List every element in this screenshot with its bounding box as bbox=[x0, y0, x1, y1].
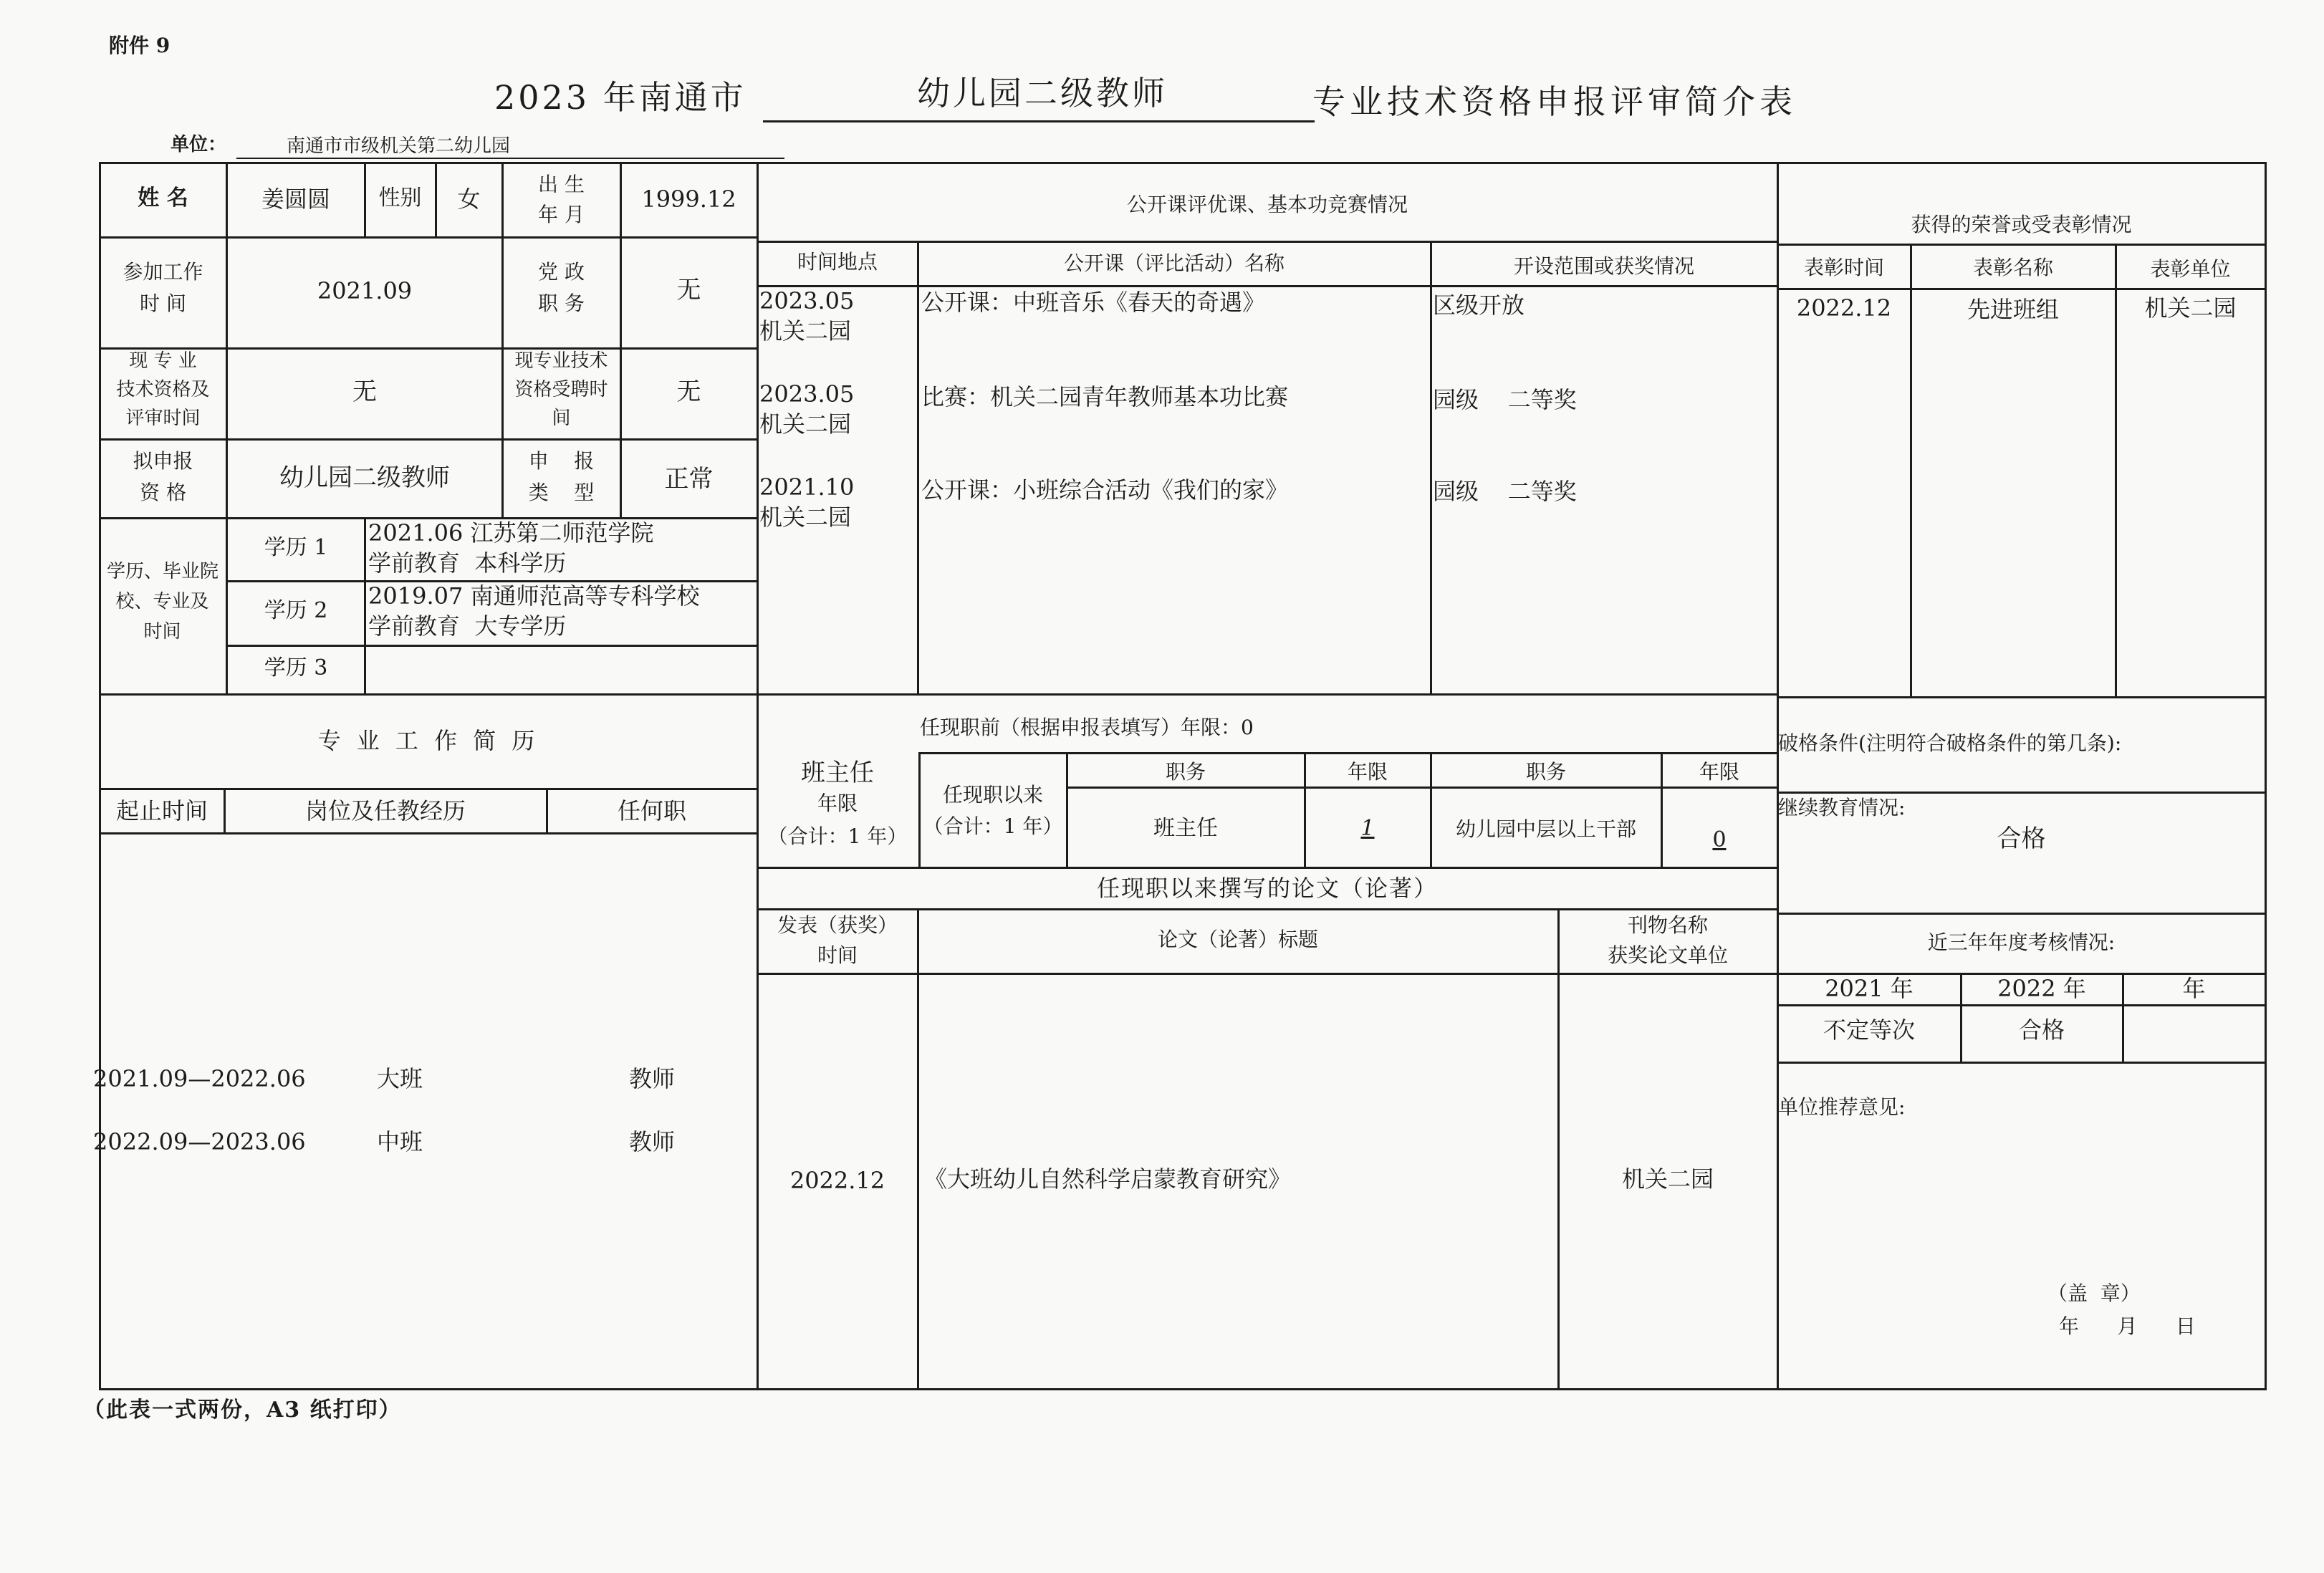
education-label-3: 时间 bbox=[143, 621, 181, 643]
work-start-label-1: 参加工作 bbox=[123, 260, 203, 284]
education-2-label: 学历 2 bbox=[264, 598, 328, 623]
assessment-result-2022: 合格 bbox=[2018, 1016, 2065, 1044]
work-history-row-2-role: 教师 bbox=[629, 1128, 676, 1155]
work-history-row-2-period: 2022.09—2023.06 bbox=[93, 1128, 306, 1155]
hired-value: 无 bbox=[676, 377, 701, 406]
footnote: （此表一式两份，A3 纸打印） bbox=[83, 1398, 402, 1423]
education-1-line1: 2021.06 江苏第二师范学院 bbox=[368, 519, 654, 547]
apply-type-label-1: 申 报 bbox=[528, 449, 595, 473]
work-history-row-1-role: 教师 bbox=[629, 1065, 676, 1092]
open-class-row-3-name: 公开课：小班综合活动《我们的家》 bbox=[921, 476, 1289, 504]
open-class-row-2-name: 比赛：机关二园青年教师基本功比赛 bbox=[921, 383, 1289, 410]
current-qual-value: 无 bbox=[352, 377, 377, 406]
open-class-row-2-time: 2023.05 bbox=[759, 380, 855, 408]
current-qual-label-2: 技术资格及 bbox=[116, 379, 210, 400]
honors-row-1-time: 2022.12 bbox=[1796, 294, 1892, 322]
papers-header-time-1: 发表（获奖） bbox=[777, 913, 898, 937]
papers-row-1-time: 2022.12 bbox=[789, 1167, 885, 1194]
unit-value: 南通市市级机关第二幼儿园 bbox=[287, 135, 511, 157]
apply-value: 幼儿园二级教师 bbox=[279, 463, 450, 492]
head-teacher-header-duty-2: 职务 bbox=[1525, 760, 1566, 784]
open-class-header-name: 公开课（评比活动）名称 bbox=[1063, 251, 1285, 275]
party-label-2: 职 务 bbox=[538, 292, 585, 315]
current-qual-label-1: 现 专 业 bbox=[129, 350, 197, 372]
work-start-label-2: 时 间 bbox=[140, 292, 186, 315]
work-history-header-post: 岗位及任教经历 bbox=[304, 797, 466, 824]
work-history-row-1-post: 大班 bbox=[377, 1065, 423, 1092]
name-label: 姓 名 bbox=[138, 186, 188, 211]
education-2-line1: 2019.07 南通师范高等专科学校 bbox=[368, 582, 700, 610]
head-teacher-header-duty-1: 职务 bbox=[1165, 760, 1206, 784]
recommendation-seal: （盖 章） bbox=[2047, 1281, 2141, 1305]
birth-label-1: 出 生 bbox=[538, 173, 585, 196]
open-class-row-1-name: 公开课：中班音乐《春天的奇遇》 bbox=[921, 289, 1266, 316]
honors-header-unit: 表彰单位 bbox=[2150, 257, 2231, 281]
education-1-label: 学历 1 bbox=[264, 535, 328, 560]
gender-value: 女 bbox=[457, 186, 481, 213]
apply-type-label-2: 类 型 bbox=[528, 481, 595, 504]
party-value: 无 bbox=[676, 276, 701, 304]
open-class-row-2-place: 机关二园 bbox=[759, 410, 852, 438]
head-teacher-label-1: 班主任 bbox=[801, 759, 874, 787]
hired-label-2: 资格受聘时 bbox=[514, 379, 608, 400]
hired-label-3: 间 bbox=[552, 408, 571, 429]
papers-row-1-publisher: 机关二园 bbox=[1621, 1165, 1714, 1193]
work-history-title: 专 业 工 作 简 历 bbox=[317, 727, 539, 754]
head-teacher-before: 任现职前（根据申报表填写）年限：0 bbox=[920, 716, 1254, 739]
open-class-row-2-result: 园级 二等奖 bbox=[1433, 386, 1577, 413]
education-2-line2: 学前教育 大专学历 bbox=[368, 612, 567, 640]
recommendation-date: 年 月 日 bbox=[2059, 1314, 2196, 1338]
title-prefix: 2023 年南通市 bbox=[494, 78, 746, 117]
apply-label-1: 拟申报 bbox=[133, 449, 193, 473]
education-3-label: 学历 3 bbox=[264, 655, 328, 680]
head-teacher-label-2: 年限 bbox=[817, 792, 858, 815]
party-label-1: 党 政 bbox=[538, 260, 585, 284]
recommendation-label: 单位推荐意见: bbox=[1778, 1095, 1906, 1119]
education-label-2: 校、专业及 bbox=[115, 591, 209, 612]
assessment-result-2021: 不定等次 bbox=[1823, 1016, 1915, 1044]
head-teacher-years-2: 0 bbox=[1712, 827, 1727, 852]
unit-label: 单位： bbox=[171, 134, 227, 155]
head-teacher-since-2: （合计：1 年） bbox=[923, 814, 1063, 838]
honors-title: 获得的荣誉或受表彰情况 bbox=[1911, 213, 2132, 236]
head-teacher-duty-1: 班主任 bbox=[1153, 816, 1218, 841]
papers-header-time-2: 时间 bbox=[817, 943, 858, 967]
head-teacher-duty-2: 幼儿园中层以上干部 bbox=[1455, 817, 1636, 841]
continuing-ed-value: 合格 bbox=[1997, 824, 2046, 853]
honors-row-1-name: 先进班组 bbox=[1967, 296, 2059, 323]
open-class-row-3-time: 2021.10 bbox=[759, 473, 855, 501]
papers-row-1-title: 《大班幼儿自然科学启蒙教育研究》 bbox=[924, 1165, 1292, 1193]
open-class-row-1-place: 机关二园 bbox=[759, 317, 852, 345]
name-value: 姜圆圆 bbox=[261, 186, 330, 213]
papers-header-pub-1: 刊物名称 bbox=[1627, 913, 1708, 937]
head-teacher-label-3: （合计：1 年） bbox=[767, 824, 908, 848]
gender-label: 性别 bbox=[378, 186, 422, 211]
education-1-line2: 学前教育 本科学历 bbox=[368, 549, 567, 577]
head-teacher-years-1: 1 bbox=[1360, 816, 1375, 841]
assessment-year-blank: 年 bbox=[2182, 975, 2206, 1002]
open-class-row-3-result: 园级 二等奖 bbox=[1433, 478, 1577, 505]
open-class-row-1-time: 2023.05 bbox=[759, 287, 855, 314]
open-class-header-result: 开设范围或获奖情况 bbox=[1513, 254, 1694, 278]
open-class-header-time: 时间地点 bbox=[797, 250, 878, 274]
head-teacher-since-1: 任现职以来 bbox=[942, 783, 1043, 807]
work-history-header-period: 起止时间 bbox=[115, 797, 208, 824]
continuing-ed-label: 继续教育情况: bbox=[1778, 796, 1906, 819]
assessment-year-2021: 2021 年 bbox=[1825, 975, 1914, 1002]
current-qual-label-3: 评审时间 bbox=[125, 408, 201, 429]
birth-label-2: 年 月 bbox=[538, 203, 585, 226]
assessment-title: 近三年年度考核情况: bbox=[1927, 930, 2116, 954]
honors-header-name: 表彰名称 bbox=[1972, 256, 2053, 279]
head-teacher-header-years-2: 年限 bbox=[1699, 760, 1739, 784]
education-label-1: 学历、毕业院 bbox=[106, 561, 219, 582]
papers-title: 任现职以来撰写的论文（论著） bbox=[1096, 875, 1438, 902]
apply-type-value: 正常 bbox=[664, 465, 714, 494]
assessment-year-2022: 2022 年 bbox=[1997, 975, 2086, 1002]
break-rule-label: 破格条件(注明符合破格条件的第几条): bbox=[1778, 731, 2122, 755]
open-class-title: 公开课评优课、基本功竞赛情况 bbox=[1126, 193, 1408, 216]
birth-value: 1999.12 bbox=[641, 186, 736, 213]
unit-underline bbox=[236, 158, 784, 159]
papers-header-title: 论文（论著）标题 bbox=[1157, 928, 1318, 951]
head-teacher-header-years-1: 年限 bbox=[1347, 760, 1388, 784]
title-suffix: 专业技术资格申报评审简介表 bbox=[1312, 82, 1797, 121]
hired-label-1: 现专业技术 bbox=[514, 350, 608, 372]
work-history-header-role: 任何职 bbox=[617, 797, 686, 824]
work-start-value: 2021.09 bbox=[317, 277, 413, 304]
open-class-row-3-place: 机关二园 bbox=[759, 504, 852, 531]
work-history-row-2-post: 中班 bbox=[377, 1128, 423, 1155]
attachment-label: 附件 9 bbox=[109, 34, 171, 57]
work-history-row-1-period: 2021.09—2022.06 bbox=[93, 1065, 306, 1092]
honors-header-time: 表彰时间 bbox=[1803, 256, 1884, 279]
open-class-row-1-result: 区级开放 bbox=[1433, 292, 1525, 319]
apply-label-2: 资 格 bbox=[140, 481, 186, 504]
papers-header-pub-2: 获奖论文单位 bbox=[1607, 943, 1728, 967]
title-underline bbox=[763, 120, 1315, 122]
honors-row-1-unit: 机关二园 bbox=[2144, 294, 2237, 322]
title-position: 幼儿园二级教师 bbox=[917, 74, 1168, 112]
